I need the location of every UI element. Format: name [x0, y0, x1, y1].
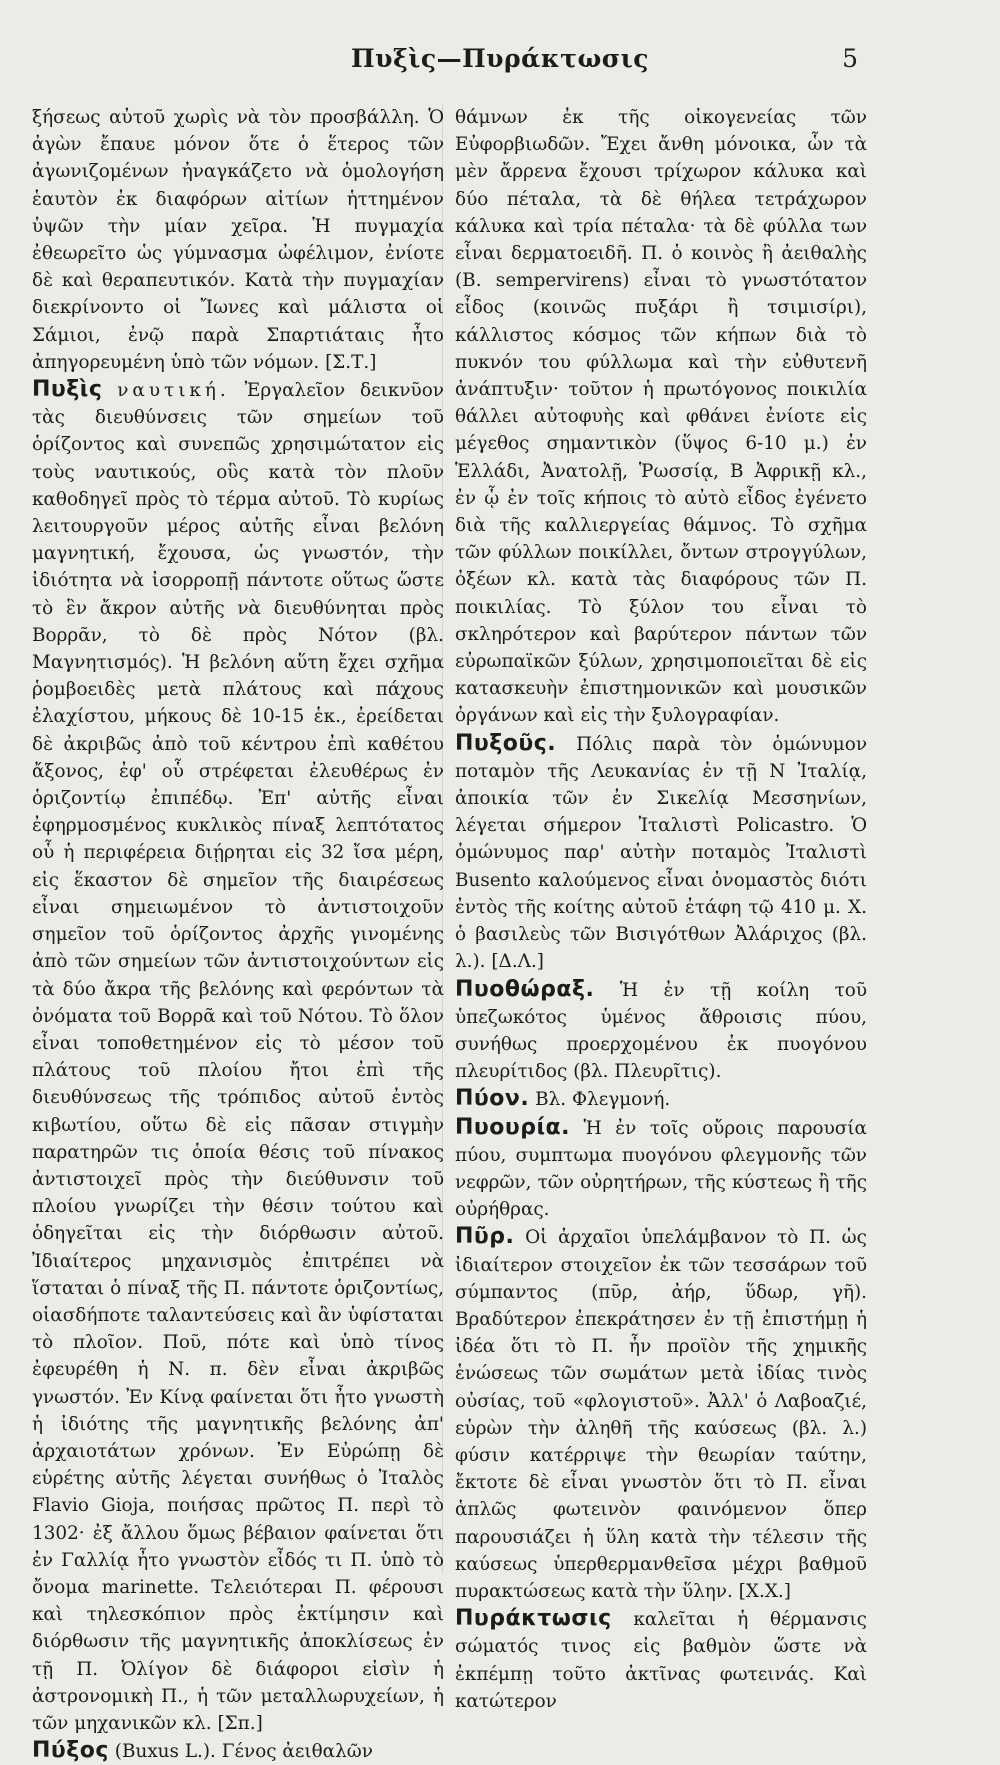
entry-pyothorax — [455, 976, 867, 1086]
entry-headword: Πύον. — [455, 1086, 530, 1112]
entry-pyraktosis — [455, 1605, 867, 1715]
entry-qualifier: ναυτική. — [117, 380, 230, 402]
entry-text: Ἐργαλεῖον δεικνῦον τὰς διευθύνσεις τῶν σημείων τοῦ ὁρίζοντος καὶ συνεπῶς χρησιμώτατον εἰς τοὺς ναυτικούς, οὓς κατὰ τὸν πλοῦν καθοδηγεῖ πρὸς τὸ τέρμα αὐτοῦ. Τὸ κυρίως λειτουργοῦν μέρος αὐτῆς εἶναι βελόνη μαγνητική, ἔχουσα, ὡς γνωστόν, τὴν ἰδιότητα νὰ ἰσορροπῇ πάντοτε οὕτως ὥστε τὸ ἓν ἄκρον αὐτῆς νὰ διευθύνηται πρὸς Βορρᾶν, τὸ δὲ πρὸς Νότον (βλ. Μαγνητισμός). Ἡ βελόνη αὕτη ἔχει σχῆμα ῥομβοειδὲς μετὰ πλάτους καὶ πάχους ἐλαχίστου, μήκους δὲ 10-15 ἑκ., ἐρείδεται δὲ ἀκριβῶς ἀπὸ τοῦ κέντρου ἐπὶ καθέτου ἄξονος, ἐφ' οὗ στρέφεται ἐλευθέρως ἐν ὁριζοντίῳ ἐπιπέδῳ. Ἐπ' αὐτῆς εἶναι ἐφηρμοσμένος κυκλικὸς πίναξ λεπτότατος οὗ ἡ περιφέρεια διῄρηται εἰς 32 ἴσα μέρη, εἰς ἕκαστον δὲ σημεῖον τῆς διαιρέσεως εἶναι σημειωμένον τὸ ἀντιστοιχοῦν σημεῖον τοῦ ὁρίζοντος ἀρχῆς γινομένης ἀπὸ τῶν σημείων τῶν ἀντιστοιχούντων εἰς τὰ δύο ἄκρα τῆς βελόνης καὶ φερόντων τὰ ὀνόματα τοῦ Βορρᾶ καὶ τοῦ Νότου. Τὸ ὅλον εἶναι τοποθετημένον εἰς τὸ μέσον τοῦ πλάτους τοῦ πλοίου ἤτοι ἐπὶ τῆς διευθύνσεως τῆς τρόπιδος αὐτοῦ ἐντὸς κιβωτίου, οὕτω δὲ εἰς πᾶσαν στιγμὴν παρατηρῶν τις ὁποία θέσις τοῦ πίνακος ἀντιστοιχεῖ πρὸς τὴν διεύθυνσιν τοῦ πλοίου γνωρίζει τὴν θέσιν τούτου καὶ ὁδηγεῖται εἰς τὴν διόρθωσιν αὐτοῦ. Ἰδιαίτερος μηχανισμὸς ἐπιτρέπει νὰ ἵσταται ὁ πίναξ τῆς Π. πάντοτε ὁριζοντίως, οἱασδήποτε ταλαντεύσεις καὶ ἂν ὑφίσταται τὸ πλοῖον. Ποῦ, πότε καὶ ὑπὸ τίνος ἐφευρέθη ἡ Ν. π. δὲν εἶναι ἀκριβῶς γνωστόν. Ἐν Κίνᾳ φαίνεται ὅτι ἦτο γνωστὴ ἡ ἰδιότης τῆς μαγνητικῆς βελόνης ἀπ' ἀρχαιοτάτων χρόνων. Ἐν Εὐρώπῃ δὲ εὑρέτης αὐτῆς λέγεται συνήθως ὁ Ἰταλὸς Flavio Gioja, ποιήσας πρῶτος Π. περὶ τὸ 1302· ἐξ ἄλλου ὅμως βέβαιον φαίνεται ὅτι ἐν Γαλλίᾳ ἦτο γνωστὸν εἶδός τι Π. ὑπὸ τὸ ὄνομα marinette. Τελειότεραι Π. φέρουσι καὶ τηλεσκόπιον πρὸς ἐκτίμησιν καὶ διόρθωσιν τῆς μαγνητικῆς ἀποκλίσεως ἐν τῇ Π. Ὀλίγον δὲ διάφοροι εἰσὶν ἡ ἀστρονομικὴ Π., ἡ τῶν μεταλλωρυχείων, ἡ τῶν μηχανικῶν κλ. [Σπ.] — [32, 380, 444, 1734]
right-column — [455, 104, 867, 1712]
entry-headword: Πύξος — [32, 1738, 109, 1764]
entry-headword: Πυξοῦς. — [455, 730, 557, 756]
entry-text: καλεῖται ἡ θέρμανσις σώματός τινος εἰς βαθμὸν ὥστε νὰ ἐκπέμπῃ τοῦτο ἀκτῖνας φωτεινάς. Καὶ κατώτερον — [455, 1609, 867, 1712]
left-column — [32, 104, 444, 1764]
entry-pyxos — [32, 1737, 444, 1765]
entry-headword: Πυουρία. — [455, 1114, 571, 1140]
page-number: 5 — [842, 44, 858, 73]
entry-headword: Πυράκτωσις — [455, 1606, 612, 1632]
entry-pyouria — [455, 1114, 867, 1224]
entry-pyon — [455, 1085, 867, 1113]
entry-headword: Πῦρ. — [455, 1224, 515, 1250]
entry-pyxos-continuation — [455, 104, 867, 730]
entry-headword: Πυοθώραξ. — [455, 976, 595, 1002]
entry-text: Ἡ ἐν τῇ κοίλη τοῦ ὑπεζωκότος ὑμένος ἄθροισις πύου, συνήθως προερχομένου ἐκ πυογόνου πλευρίτιδος (βλ. Πλευρῖτις). — [455, 979, 867, 1083]
running-title: Πυξὶς—Πυράκτωσις — [350, 44, 649, 73]
entry-pyxis — [32, 376, 444, 1737]
entry-headword: Πυξὶς — [32, 377, 103, 403]
entry-text: (Buxus L.). Γένος ἀειθαλῶν — [114, 1741, 373, 1763]
entry-text: ξήσεως αὐτοῦ χωρὶς νὰ τὸν προσβάλλη. Ὁ ἀγὼν ἔπαυε μόνον ὅτε ὁ ἕτερος τῶν ἀγωνιζομένων ἠναγκάζετο νὰ ὁμολογήση ἑαυτὸν ἐκ διαφόρων αἰτίων ἡττημένον ὑψῶν τὴν μίαν χεῖρα. Ἡ πυγμαχία ἐθεωρεῖτο ὡς γύμνασμα ὠφέλιμον, ἐνίοτε δὲ καὶ θεραπευτικόν. Κατὰ τὴν πυγμαχίαν διεκρίνοντο οἱ Ἴωνες καὶ μάλιστα οἱ Σάμιοι, ἐνῷ παρὰ Σπαρτιάταις ἦτο ἀπηγορευμένη ὑπὸ τῶν νόμων. [Σ.Τ.] — [32, 107, 444, 373]
entry-text: Οἱ ἀρχαῖοι ὑπελάμβανον τὸ Π. ὡς ἰδιαίτερον στοιχεῖον ἐκ τῶν τεσσάρων τοῦ σύμπαντος (πῦρ, ἀήρ, ὕδωρ, γῆ). Βραδύτερον ἐπεκράτησεν ἐν τῇ ἐπιστήμῃ ἡ ἰδέα ὅτι τὸ Π. ἦν προϊὸν τῆς χημικῆς ἑνώσεως τῶν σωμάτων μετὰ ἰδίας τινὸς οὐσίας, τοῦ «φλογιστοῦ». Ἀλλ' ὁ Λαβοαζιέ, εὑρὼν τὴν ἀληθῆ τῆς καύσεως (βλ. λ.) φύσιν κατέρριψε τὴν θεωρίαν ταύτην, ἔκτοτε δὲ εἶναι γνωστὸν ὅτι τὸ Π. εἶναι ἁπλῶς φωτεινὸν φαινόμενον ὅπερ παρουσιάζει ἡ ὕλη κατὰ τὴν τέλεσιν τῆς καύσεως ὑπερθερμανθεῖσα μέχρι βαθμοῦ πυρακτώσεως κατὰ τὴν ὕλην. [Χ.Χ.] — [455, 1227, 867, 1602]
entry-text: θάμνων ἐκ τῆς οἰκογενείας τῶν Εὐφορβιωδῶν. Ἔχει ἄνθη μόνοικα, ὧν τὰ μὲν ἄρρενα ἔχουσι τρίχωρον κάλυκα καὶ δύο πέταλα, τὰ δὲ θήλεα τετράχωρον κάλυκα καὶ τρία πέταλα· τὰ δὲ φύλλα των εἶναι δερματοειδῆ. Π. ὁ κοινὸς ἢ ἀειθαλὴς (Β. sempervirens) εἶναι τὸ γνωστότατον εἶδος (κοινῶς πυξάρι ἢ τσιμισίρι), κάλλιστος κόσμος τῶν κήπων διὰ τὸ πυκνόν του φύλλωμα καὶ τὴν εὐθυτενῆ ἀνάπτυξιν· τοῦτον ἡ πρωτόγονος ποικιλία θάλλει αὐτοφυὴς καὶ φθάνει ἐνίοτε εἰς μέγεθος σημαντικὸν (ὕψος 6-10 μ.) ἐν Ἑλλάδι, Ἀνατολῇ, Ῥωσσίᾳ, Β Ἀφρικῇ κλ., ἐν ᾧ ἐν τοῖς κήποις τὸ αὐτὸ εἶδος ἐγένετο διὰ τῆς καλλιεργείας θάμνος. Τὸ σχῆμα τῶν φύλλων ποικίλλει, ὄντων στρογγύλων, ὀξέων κλ. κατὰ τὰς διαφόρους τῶν Π. ποικιλίας. Τὸ ξύλον του εἶναι τὸ σκληρότερον καὶ βαρύτερον πάντων τῶν εὐρωπαϊκῶν ξύλων, χρησιμοποιεῖται δὲ εἰς κατασκευὴν ἐπιστημονικῶν καὶ μουσικῶν ὀργάνων καὶ εἰς τὴν ξυλογραφίαν. — [455, 107, 867, 727]
running-head — [0, 44, 1000, 84]
entry-text: Ἡ ἐν τοῖς οὔροις παρουσία πύου, συμπτωμα πυογόνου φλεγμονῆς τῶν νεφρῶν, τῶν οὐρητήρων, τῆς κύστεως ἢ τῆς οὐρήθρας. — [455, 1117, 867, 1221]
entry-pyxous — [455, 730, 867, 976]
entry-text: Βλ. Φλεγμονή. — [535, 1089, 671, 1111]
entry-text: Πόλις παρὰ τὸν ὁμώνυμον ποταμὸν τῆς Λευκανίας ἐν τῇ Ν Ἰταλίᾳ, ἀποικία τῶν ἐν Σικελίᾳ Μεσσηνίων, λέγεται σήμερον Ἰταλιστὶ Policastro. Ὁ ὁμώνυμος παρ' αὐτὴν ποταμὸς Ἰταλιστὶ Busento καλούμενος εἶναι ὀνομαστὸς διότι ἐντὸς τῆς κοίτης αὐτοῦ ἐτάφη τῷ 410 μ. Χ. ὁ βασιλεὺς τῶν Βισιγότθων Ἀλάριχος (βλ. λ.). [Δ.Λ.] — [455, 733, 867, 973]
entry-pyr — [455, 1223, 867, 1605]
entry-continuation — [32, 104, 444, 376]
